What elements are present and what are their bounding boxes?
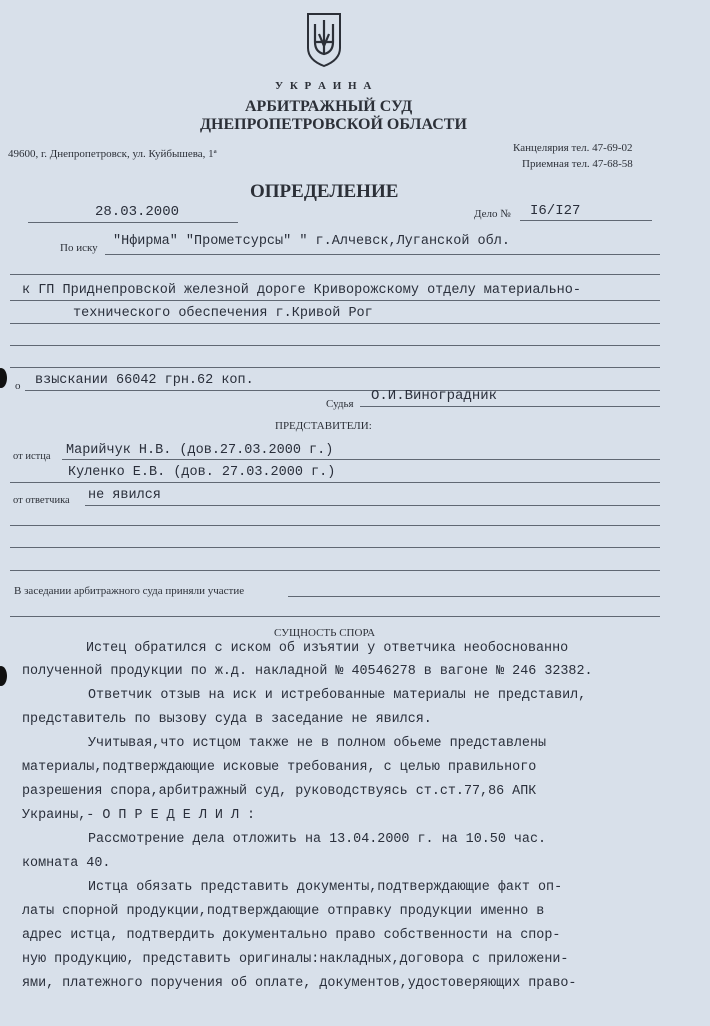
from-defendant-label: от ответчика bbox=[13, 495, 70, 506]
rep-plaintiff-2: Куленко Е.В. (дов. 27.03.2000 г.) bbox=[68, 465, 336, 480]
rep-defendant: не явился bbox=[88, 488, 161, 503]
court-name: АРБИТРАЖНЫЙ СУД bbox=[245, 98, 413, 115]
body-line: полученной продукции по ж.д. накладной № 40546278 в вагоне № 246 32382. bbox=[22, 664, 593, 679]
phone-reception: Приемная тел. 47-68-58 bbox=[522, 158, 633, 170]
body-line: Украины,- О П Р Е Д Е Л И Л : bbox=[22, 808, 256, 823]
body-line: ную продукцию, представить оригиналы:накладных,договора с приложени- bbox=[22, 952, 569, 967]
body-line: разрешения спора,арбитражный суд, руководствуясь ст.ст.77,86 АПК bbox=[22, 784, 537, 799]
case-label: Дело № bbox=[474, 208, 511, 220]
rep-plaintiff-1: Марийчук Н.В. (дов.27.03.2000 г.) bbox=[66, 443, 334, 458]
document-date: 28.03.2000 bbox=[95, 204, 180, 220]
from-plaintiff-label: от истца bbox=[13, 451, 51, 462]
section-heading: СУЩНОСТЬ СПОРА bbox=[274, 627, 376, 639]
participation-label: В заседании арбитражного суда приняли участие bbox=[14, 585, 245, 597]
defendant-line-1: к ГП Приднепровской железной дороге Криворожскому отделу материально- bbox=[22, 283, 581, 298]
body-line: комната 40. bbox=[22, 856, 111, 871]
subject-prefix: о bbox=[15, 380, 21, 392]
subject-value: взыскании 66042 грн.62 коп. bbox=[35, 373, 254, 388]
case-number: I6/I27 bbox=[530, 203, 581, 219]
judge-label: Судья bbox=[326, 398, 354, 410]
body-line: Учитывая,что истцом также не в полном обьеме представлены bbox=[88, 736, 547, 751]
body-line: Рассмотрение дела отложить на 13.04.2000 г. на 10.50 час. bbox=[88, 832, 547, 847]
court-address: 49600, г. Днепропетровск, ул. Куйбышева, 1ª bbox=[8, 148, 217, 160]
representatives-heading: ПРЕДСТАВИТЕЛИ: bbox=[275, 420, 372, 432]
body-line: Ответчик отзыв на иск и истребованные материалы не представил, bbox=[88, 688, 587, 703]
punch-hole bbox=[0, 368, 7, 388]
body-line: Истца обязать представить документы,подтверждающие факт оп- bbox=[88, 880, 563, 895]
trident-emblem-icon bbox=[305, 12, 343, 68]
body-line: латы спорной продукции,подтверждающие отправку продукции именно в bbox=[22, 904, 545, 919]
defendant-line-2: технического обеспечения г.Кривой Рог bbox=[73, 306, 373, 321]
plaintiff-label: По иску bbox=[60, 242, 98, 254]
body-line: адрес истца, подтвердить документально право собственности на спор- bbox=[22, 928, 561, 943]
court-region: ДНЕПРОПЕТРОВСКОЙ ОБЛАСТИ bbox=[200, 116, 467, 133]
body-line: материалы,подтверждающие исковые требования, с целью правильного bbox=[22, 760, 537, 775]
punch-hole bbox=[0, 666, 7, 686]
country-name: У К Р А И Н А bbox=[275, 80, 374, 92]
body-line: представитель по вызову суда в заседание не явился. bbox=[22, 712, 432, 727]
phone-office: Канцелярия тел. 47-69-02 bbox=[513, 142, 633, 154]
judge-value: О.И.Виноградник bbox=[371, 388, 498, 404]
body-line: ями, платежного поручения об оплате, документов,удостоверяющих право- bbox=[22, 976, 577, 991]
plaintiff-value: "Нфирма" "Прометсурсы" " г.Алчевск,Луганской обл. bbox=[113, 234, 510, 249]
body-line: Истец обратился с иском об изъятии у ответчика необоснованно bbox=[86, 641, 569, 656]
document-title: ОПРЕДЕЛЕНИЕ bbox=[250, 181, 399, 202]
